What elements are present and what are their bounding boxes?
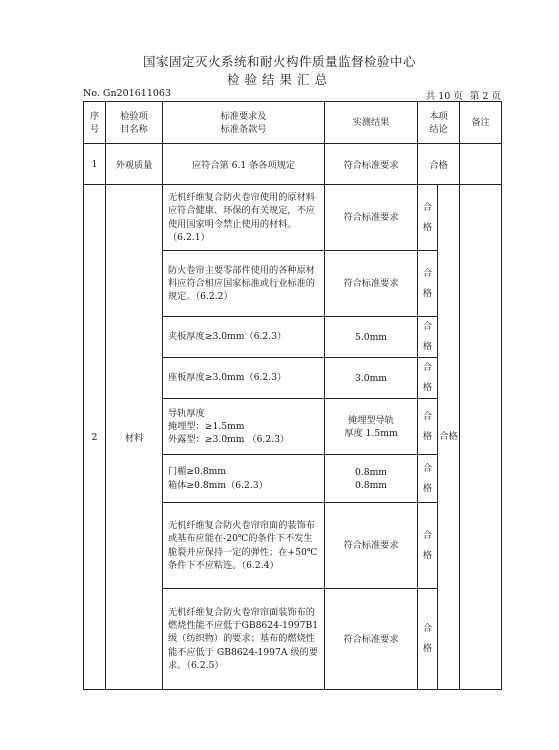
sub-requirement: 导轨厚度 掩埋型：≥1.5mm 外露型：≥3.0mm （6.2.3）: [163, 399, 325, 455]
sub-requirement: 无机纤维复合防火卷帘帘面的装饰布或基布应能在-20℃的条件下不发生脆裂并应保持一定的弹性；在+50℃条件下不应粘连。（6.2.4）: [163, 503, 325, 589]
table-row: [84, 144, 502, 185]
header-remark: 备注: [460, 102, 502, 144]
sub-requirement: 座板厚度≥3.0mm（6.2.3）: [163, 358, 325, 399]
report-title: 检验结果汇总: [226, 72, 332, 87]
header-item: 检验项 目名称: [106, 102, 163, 144]
sub-result: 0.8mm 0.8mm: [325, 455, 418, 503]
page-total: 共 10 页: [425, 91, 463, 102]
row1-requirement: 应符合第 6.1 条各项规定: [163, 144, 325, 185]
sub-result: 符合标准要求: [325, 251, 418, 317]
row2-seq: 2: [84, 185, 106, 690]
header-conclusion: 本项 结论: [418, 102, 460, 144]
row1-remark: [460, 144, 502, 185]
row1-seq: 1: [84, 144, 106, 185]
sub-result: 5.0mm: [325, 317, 418, 358]
row2-item: 材料: [106, 185, 163, 690]
sub-conclusion: 合 格: [418, 589, 438, 690]
sub-conclusion: 合 格: [418, 455, 438, 503]
sub-requirement: 门楣≥0.8mm 箱体≥0.8mm（6.2.3）: [163, 455, 325, 503]
results-table: [83, 101, 502, 690]
org-title: 国家固定灭火系统和耐火构件质量监督检验中心: [142, 54, 416, 69]
row1-item: 外观质量: [106, 144, 163, 185]
sub-conclusion: 合 格: [418, 251, 438, 317]
sub-conclusion: 合 格: [418, 185, 438, 251]
sub-conclusion: 合 格: [418, 503, 438, 589]
sub-conclusion: 合 格: [418, 317, 438, 358]
header-seq: 序 号: [84, 102, 106, 144]
sub-result: 符合标准要求: [325, 503, 418, 589]
doc-number: No. Gn201611063: [83, 88, 172, 99]
row2-remark: [460, 185, 502, 690]
page-info: [422, 88, 501, 102]
sub-result: 掩埋型导轨 厚度 1.5mm: [325, 399, 418, 455]
header-result: 实测结果: [325, 102, 418, 144]
sub-requirement: 夹板厚度≥3.0mm（6.2.3）: [163, 317, 325, 358]
table-header-row: [84, 102, 502, 144]
row1-result: 符合标准要求: [325, 144, 418, 185]
header-standard: 标准要求及 标准条款号: [163, 102, 325, 144]
sub-conclusion: 合 格: [418, 358, 438, 399]
row1-conclusion: 合格: [418, 144, 460, 185]
sub-result: 符合标准要求: [325, 589, 418, 690]
table-row: [84, 185, 502, 251]
sub-requirement: 防火卷帘主要零部件使用的各种原材料应符合相应国家标准或行业标准的规定。（6.2.2）: [163, 251, 325, 317]
sub-requirement: 无机纤维复合防火卷帘帘面装饰布的燃烧性能不应低于GB8624-1997B1级（纺织物）的要求；基布的燃烧性能不应低于 GB8624-1997A 级的要求。（6.2.5）: [163, 589, 325, 690]
row2-item-conclusion: 合格: [438, 185, 460, 690]
page-current: 第 2 页: [469, 91, 501, 102]
sub-requirement: 无机纤维复合防火卷帘使用的原材料应符合健康、环保的有关规定，不应使用国家明令禁止使用的材料。（6.2.1）: [163, 185, 325, 251]
sub-result: 3.0mm: [325, 358, 418, 399]
sub-conclusion: 合 格: [418, 399, 438, 455]
sub-result: 符合标准要求: [325, 185, 418, 251]
